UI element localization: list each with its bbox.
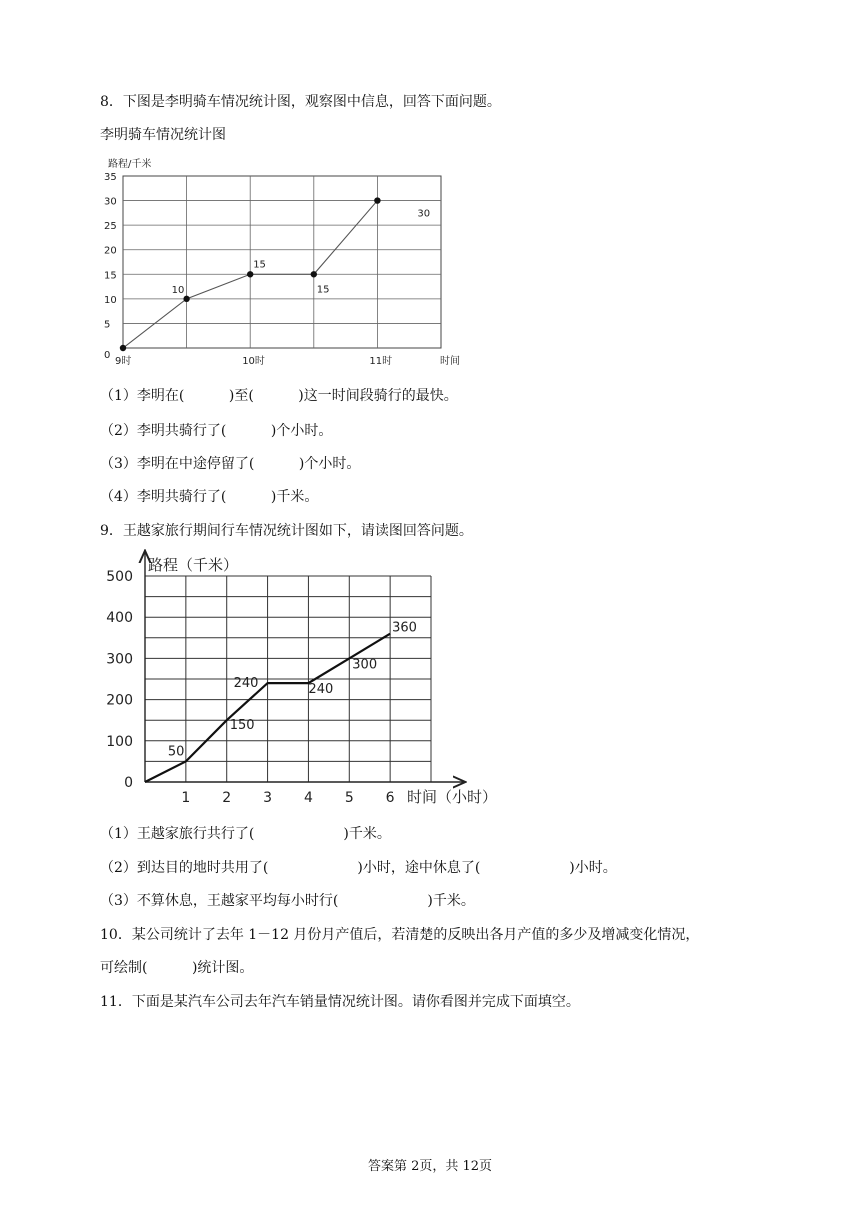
chart1-ytick-label: 25 bbox=[104, 221, 117, 233]
chart2-data-label: 240 bbox=[308, 682, 334, 698]
chart2-ylabel: 路程（千米） bbox=[148, 556, 239, 574]
chart2-xtick-label: 1 bbox=[181, 790, 191, 806]
chart1-data-label: 10 bbox=[171, 284, 185, 296]
q9-stem: 9．王越家旅行期间行车情况统计图如下，请读图回答问题。 bbox=[100, 523, 473, 539]
chart2-ytick-label: 200 bbox=[106, 692, 133, 709]
q10-line1: 10．某公司统计了去年 1－12 月份月产值后，若清楚的反映出各月产值的多少及增减变化情况， bbox=[100, 927, 700, 943]
chart1-data-point bbox=[374, 197, 380, 203]
q8-stem: 8．下图是李明骑车情况统计图，观察图中信息，回答下面问题。 bbox=[100, 94, 501, 110]
chart2-ytick-label: 0 bbox=[124, 775, 133, 791]
chart1-plot-frame bbox=[123, 176, 441, 348]
q9-sub3: （3）不算休息，王越家平均每小时行( )千米。 bbox=[100, 893, 475, 909]
q9-sub1: （1）王越家旅行共行了( )千米。 bbox=[100, 826, 391, 842]
chart1-data-point bbox=[311, 271, 317, 277]
q11-stem: 11．下面是某汽车公司去年汽车销量情况统计图。请你看图并完成下面填空。 bbox=[100, 994, 580, 1010]
chart1-data-point bbox=[120, 345, 126, 351]
chart1-ytick-label: 30 bbox=[104, 196, 117, 208]
chart1-ytick-label: 20 bbox=[104, 245, 117, 257]
chart2-xtick-label: 3 bbox=[263, 790, 273, 806]
q8-sub2: （2）李明共骑行了( )个小时。 bbox=[100, 423, 333, 439]
chart1-xtick-label: 9时 bbox=[115, 356, 132, 367]
page-footer: 答案第 2页，共 12页 bbox=[367, 1159, 493, 1174]
chart1-ytick-label: 35 bbox=[104, 172, 117, 183]
q8-sub3: （3）李明在中途停留了( )个小时。 bbox=[100, 456, 361, 472]
q9-sub2: （2）到达目的地时共用了( )小时，途中休息了( )小时。 bbox=[100, 860, 617, 876]
chart2-data-label: 150 bbox=[229, 718, 255, 734]
chart1-ytick-label: 15 bbox=[104, 270, 117, 282]
chart2-xtick-label: 6 bbox=[385, 790, 395, 806]
chart2-xtick-label: 4 bbox=[303, 790, 313, 806]
chart2-data-label: 300 bbox=[352, 657, 378, 673]
chart1-ytick-label: 10 bbox=[104, 294, 117, 306]
q10-line2: 可绘制( )统计图。 bbox=[100, 960, 254, 976]
chart2-ytick-label: 400 bbox=[106, 610, 133, 627]
q8-sub1: （1）李明在( )至( )这一时间段骑行的最快。 bbox=[100, 388, 458, 404]
chart2-ytick-label: 500 bbox=[106, 569, 133, 585]
chart2-data-label: 360 bbox=[392, 620, 417, 636]
chart1-xlabel: 时间 bbox=[440, 356, 460, 367]
chart1-title: 李明骑车情况统计图 bbox=[100, 127, 226, 143]
chart1-data-point bbox=[247, 271, 253, 277]
chart2-xtick-label: 5 bbox=[344, 790, 354, 806]
chart1-ytick-label: 5 bbox=[104, 319, 111, 331]
chart2-data-label: 240 bbox=[233, 676, 259, 692]
q8-sub4: （4）李明共骑行了( )千米。 bbox=[100, 489, 319, 505]
chart1-data-label: 15 bbox=[316, 284, 330, 296]
chart2-travel-line-chart bbox=[100, 546, 520, 810]
chart1-xtick-label: 10时 bbox=[242, 356, 265, 367]
chart1-riding-line-chart bbox=[100, 152, 480, 372]
chart2-ytick-label: 100 bbox=[106, 733, 133, 750]
chart1-data-label: 30 bbox=[417, 208, 431, 220]
chart2-xtick-label: 2 bbox=[222, 790, 232, 806]
chart2-data-label: 50 bbox=[167, 744, 185, 760]
chart1-data-point bbox=[183, 296, 189, 302]
chart1-ylabel: 路程/千米 bbox=[108, 159, 152, 170]
chart1-data-label: 15 bbox=[253, 259, 266, 271]
chart2-ytick-label: 300 bbox=[106, 651, 133, 668]
chart2-xlabel: 时间（小时） bbox=[407, 788, 498, 806]
chart1-ytick-label: 0 bbox=[104, 350, 111, 361]
chart1-xtick-label: 11时 bbox=[369, 356, 393, 367]
